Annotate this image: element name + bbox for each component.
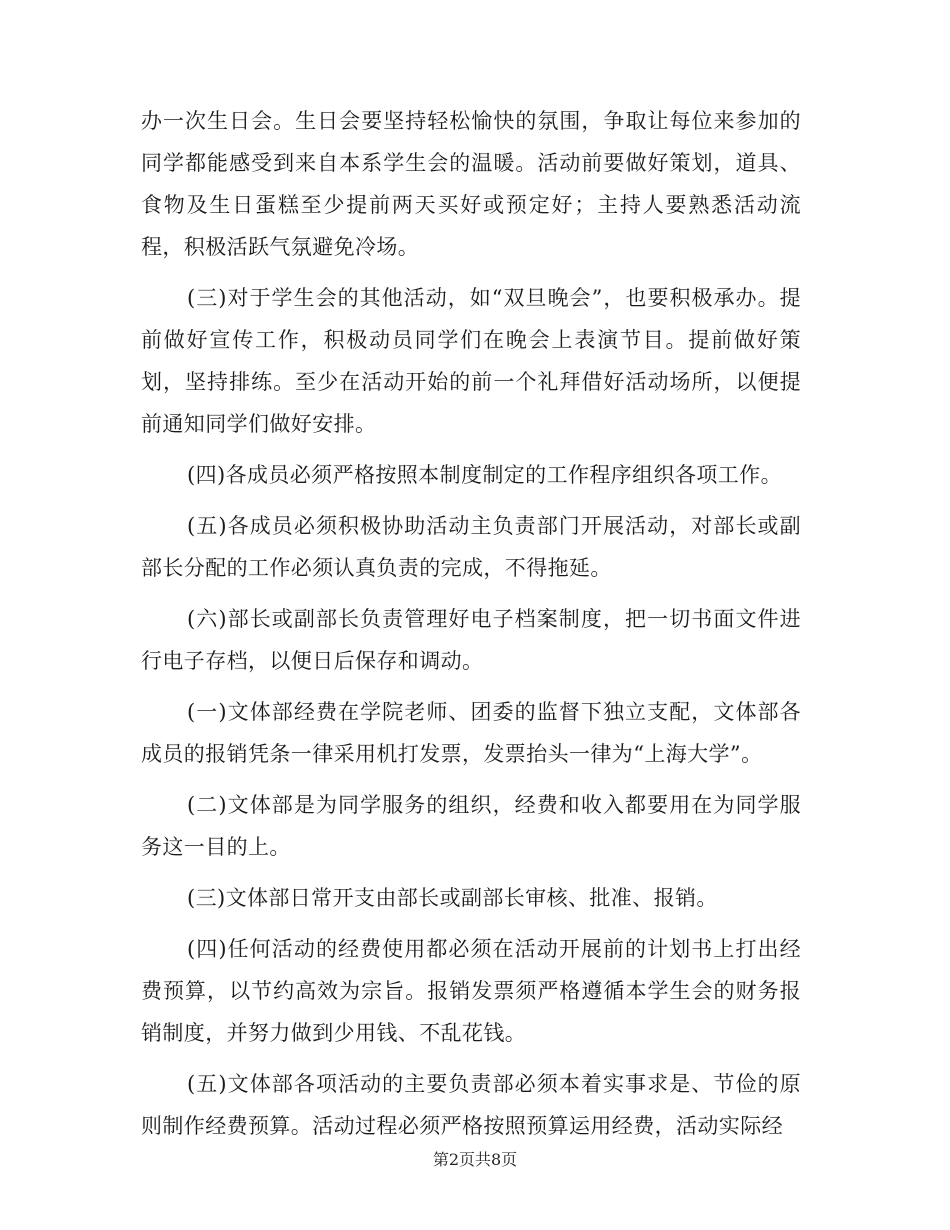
page-number-footer: 第2页共8页: [432, 1150, 518, 1169]
document-body: [141, 100, 801, 1156]
body-paragraph: (六)部长或副部长负责管理好电子档案制度，把一切书面文件进行电子存档，以便日后保存和调动。: [141, 607, 801, 673]
body-paragraph: (二)文体部是为同学服务的组织，经费和收入都要用在为同学服务这一目的上。: [141, 793, 801, 859]
body-paragraph: 办一次生日会。生日会要坚持轻松愉快的氛围，争取让每位来参加的同学都能感受到来自本系学生会的温暖。活动前要做好策划，道具、食物及生日蛋糕至少提前两天买好或预定好；主持人要熟悉活动流程，积极活跃气氛避免冷场。: [141, 109, 801, 259]
body-paragraph: (一)文体部经费在学院老师、团委的监督下独立支配，文体部各成员的报销凭条一律采用机打发票，发票抬头一律为“上海大学”。: [141, 700, 801, 766]
body-paragraph: (四)各成员必须严格按照本制度制定的工作程序组织各项工作。: [187, 463, 782, 487]
body-paragraph: (四)任何活动的经费使用都必须在活动开展前的计划书上打出经费预算，以节约高效为宗旨。报销发票须严格遵循本学生会的财务报销制度，并努力做到少用钱、不乱花钱。: [141, 937, 801, 1045]
body-paragraph: (三)对于学生会的其他活动，如“双旦晚会”，也要积极承办。提前做好宣传工作，积极动员同学们在晚会上表演节目。提前做好策划，坚持排练。至少在活动开始的前一个礼拜借好活动场所，以便提前通知同学们做好安排。: [141, 286, 801, 436]
body-paragraph: (五)文体部各项活动的主要负责部必须本着实事求是、节俭的原则制作经费预算。活动过程必须严格按照预算运用经费，活动实际经: [141, 1072, 801, 1138]
body-paragraph: (五)各成员必须积极协助活动主负责部门开展活动，对部长或副部长分配的工作必须认真负责的完成，不得拖延。: [141, 514, 801, 580]
body-paragraph: (三)文体部日常开支由部长或副部长审核、批准、报销。: [187, 886, 718, 910]
